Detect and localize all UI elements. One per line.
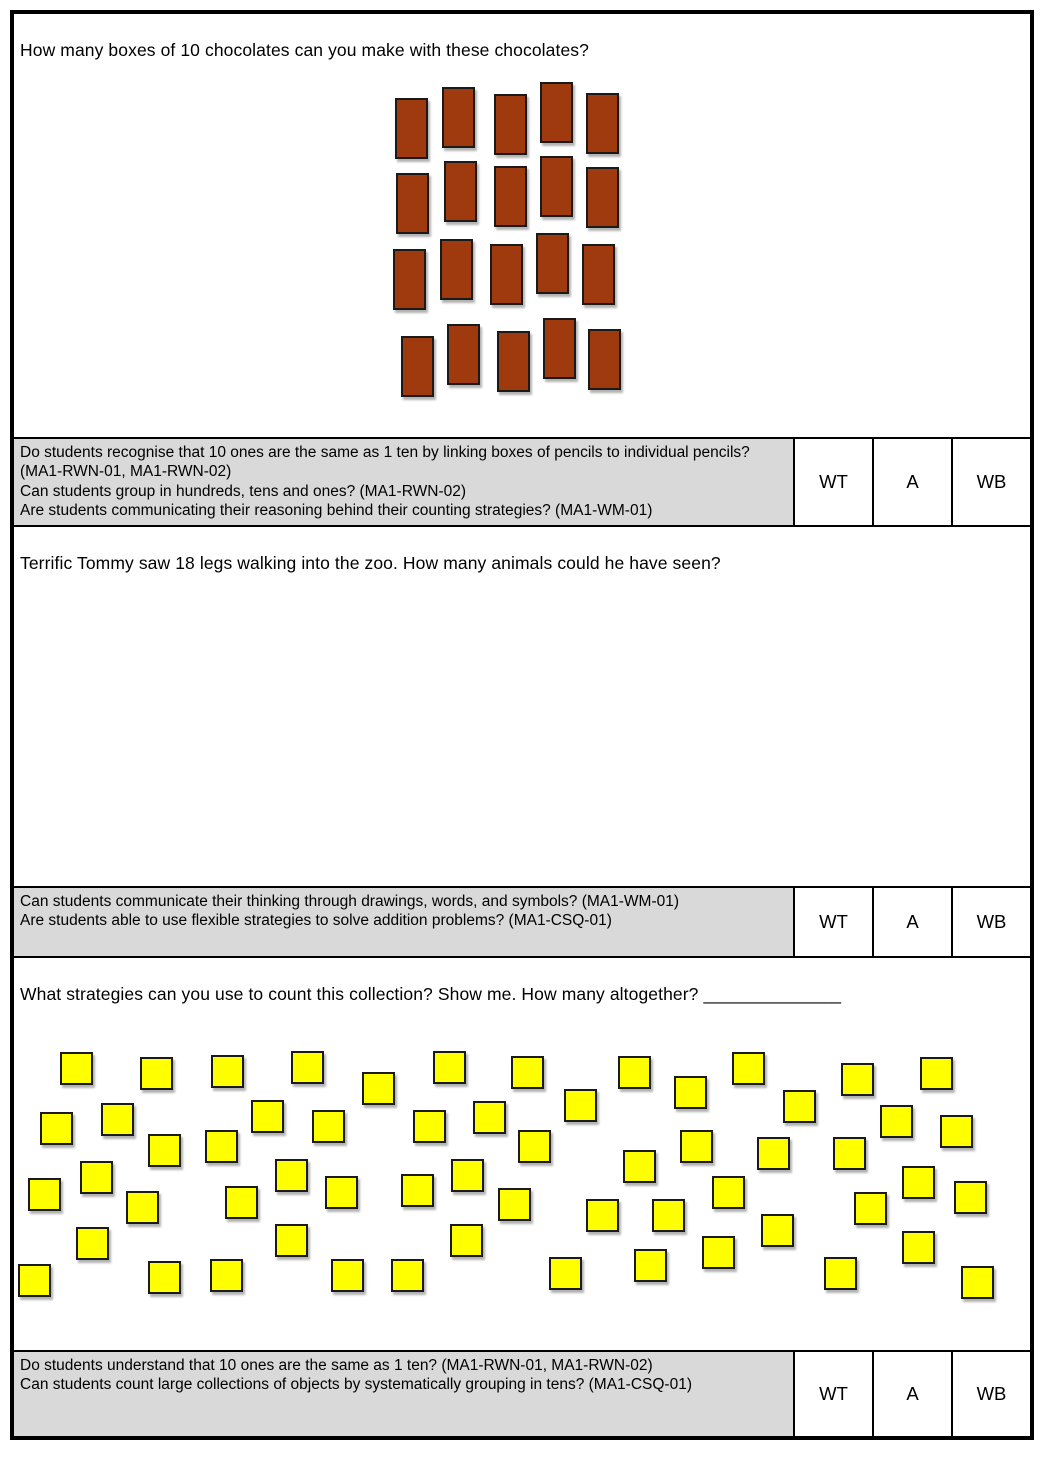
chocolate-rectangle-item <box>586 93 619 154</box>
yellow-square-item <box>450 1224 483 1257</box>
chocolate-rectangle-item <box>442 87 475 148</box>
yellow-square-item <box>40 1112 73 1145</box>
chocolate-collection <box>14 14 1030 437</box>
rating-cell-a: A <box>874 439 953 525</box>
yellow-square-item <box>80 1161 113 1194</box>
yellow-square-item <box>518 1130 551 1163</box>
yellow-square-item <box>623 1150 656 1183</box>
rating-cell-a: A <box>874 1352 953 1436</box>
yellow-square-item <box>498 1188 531 1221</box>
criteria-line: Can students group in hundreds, tens and ones? (MA1-RWN-02) <box>20 482 467 500</box>
yellow-square-item <box>148 1261 181 1294</box>
yellow-square-item <box>757 1137 790 1170</box>
yellow-square-item <box>101 1103 134 1136</box>
yellow-square-item <box>28 1178 61 1211</box>
question-chocolates: How many boxes of 10 chocolates can you make with these chocolates? <box>20 40 589 60</box>
chocolate-rectangle-item <box>497 331 530 392</box>
yellow-square-item <box>618 1056 651 1089</box>
yellow-square-item <box>401 1174 434 1207</box>
yellow-square-item <box>325 1176 358 1209</box>
rating-cell-wt: WT <box>795 1352 874 1436</box>
yellow-square-item <box>140 1057 173 1090</box>
yellow-square-item <box>76 1227 109 1260</box>
chocolate-rectangle-item <box>444 161 477 222</box>
chocolate-rectangle-item <box>540 156 573 217</box>
criteria-text-1 <box>14 439 795 525</box>
criteria-line: Are students able to use flexible strategies to solve addition problems? (MA1-CSQ-01) <box>20 912 612 930</box>
yellow-square-item <box>902 1231 935 1264</box>
yellow-square-item <box>148 1134 181 1167</box>
rating-cell-wt: WT <box>795 888 874 956</box>
yellow-square-item <box>210 1259 243 1292</box>
yellow-square-item <box>391 1259 424 1292</box>
yellow-square-item <box>225 1186 258 1219</box>
rating-cell-wt: WT <box>795 439 874 525</box>
task-row-zoo <box>14 525 1030 886</box>
chocolate-rectangle-item <box>536 233 569 294</box>
chocolate-rectangle-item <box>440 239 473 300</box>
yellow-square-item <box>586 1199 619 1232</box>
chocolate-rectangle-item <box>490 244 523 305</box>
yellow-square-item <box>205 1130 238 1163</box>
criteria-row-1 <box>14 437 1030 525</box>
yellow-square-item <box>680 1130 713 1163</box>
yellow-square-item <box>961 1266 994 1299</box>
chocolate-rectangle-item <box>393 249 426 310</box>
question-collection: What strategies can you use to count this collection? Show me. How many altogether? ______________ <box>20 984 842 1004</box>
yellow-square-item <box>413 1110 446 1143</box>
criteria-line: Do students understand that 10 ones are the same as 1 ten? (MA1-RWN-01, MA1-RWN-02) <box>20 1357 653 1374</box>
chocolate-rectangle-item <box>494 166 527 227</box>
task-row-collection <box>14 956 1030 1350</box>
criteria-row-3 <box>14 1350 1030 1436</box>
yellow-square-item <box>833 1137 866 1170</box>
chocolate-rectangle-item <box>586 167 619 228</box>
chocolate-rectangle-item <box>588 329 621 390</box>
criteria-text-3 <box>14 1352 795 1436</box>
yellow-square-item <box>312 1110 345 1143</box>
chocolate-rectangle-item <box>540 82 573 143</box>
yellow-square-item <box>18 1264 51 1297</box>
criteria-row-2 <box>14 886 1030 956</box>
yellow-square-item <box>954 1181 987 1214</box>
chocolate-rectangle-item <box>494 94 527 155</box>
yellow-square-item <box>291 1051 324 1084</box>
yellow-square-item <box>841 1063 874 1096</box>
rating-cell-wb: WB <box>953 888 1030 956</box>
rating-cell-a: A <box>874 888 953 956</box>
counting-collection <box>14 958 1030 1350</box>
question-zoo: Terrific Tommy saw 18 legs walking into the zoo. How many animals could he have seen? <box>20 553 721 573</box>
yellow-square-item <box>433 1051 466 1084</box>
chocolate-rectangle-item <box>543 318 576 379</box>
yellow-square-item <box>732 1052 765 1085</box>
yellow-square-item <box>902 1166 935 1199</box>
criteria-line: Do students recognise that 10 ones are the same as 1 ten by linking boxes of pencils to individual pencils? (MA1-RWN-01, MA1-RWN-02) <box>20 444 750 481</box>
chocolate-rectangle-item <box>396 173 429 234</box>
yellow-square-item <box>854 1192 887 1225</box>
yellow-square-item <box>549 1257 582 1290</box>
yellow-square-item <box>362 1072 395 1105</box>
yellow-square-item <box>251 1100 284 1133</box>
yellow-square-item <box>511 1056 544 1089</box>
yellow-square-item <box>275 1224 308 1257</box>
yellow-square-item <box>473 1101 506 1134</box>
chocolate-rectangle-item <box>582 244 615 305</box>
yellow-square-item <box>712 1176 745 1209</box>
yellow-square-item <box>211 1055 244 1088</box>
yellow-square-item <box>652 1199 685 1232</box>
criteria-line: Are students communicating their reasoning behind their counting strategies? (MA1-WM-01) <box>20 502 653 520</box>
criteria-text-2 <box>14 888 795 956</box>
yellow-square-item <box>702 1236 735 1269</box>
yellow-square-item <box>60 1052 93 1085</box>
yellow-square-item <box>451 1159 484 1192</box>
criteria-line: Can students count large collections of objects by systematically grouping in tens? (MA1-CSQ-01) <box>20 1376 692 1394</box>
assessment-table <box>10 10 1034 1440</box>
rating-cell-wb: WB <box>953 439 1030 525</box>
yellow-square-item <box>920 1057 953 1090</box>
yellow-square-item <box>126 1191 159 1224</box>
yellow-square-item <box>275 1159 308 1192</box>
yellow-square-item <box>824 1257 857 1290</box>
yellow-square-item <box>331 1259 364 1292</box>
yellow-square-item <box>761 1214 794 1247</box>
yellow-square-item <box>634 1249 667 1282</box>
chocolate-rectangle-item <box>447 324 480 385</box>
rating-cell-wb: WB <box>953 1352 1030 1436</box>
yellow-square-item <box>564 1089 597 1122</box>
yellow-square-item <box>783 1090 816 1123</box>
yellow-square-item <box>880 1105 913 1138</box>
yellow-square-item <box>674 1076 707 1109</box>
chocolate-rectangle-item <box>395 98 428 159</box>
task-row-chocolates <box>14 14 1030 437</box>
yellow-square-item <box>940 1115 973 1148</box>
criteria-line: Can students communicate their thinking through drawings, words, and symbols? (MA1-WM-01) <box>20 893 680 910</box>
chocolate-rectangle-item <box>401 336 434 397</box>
